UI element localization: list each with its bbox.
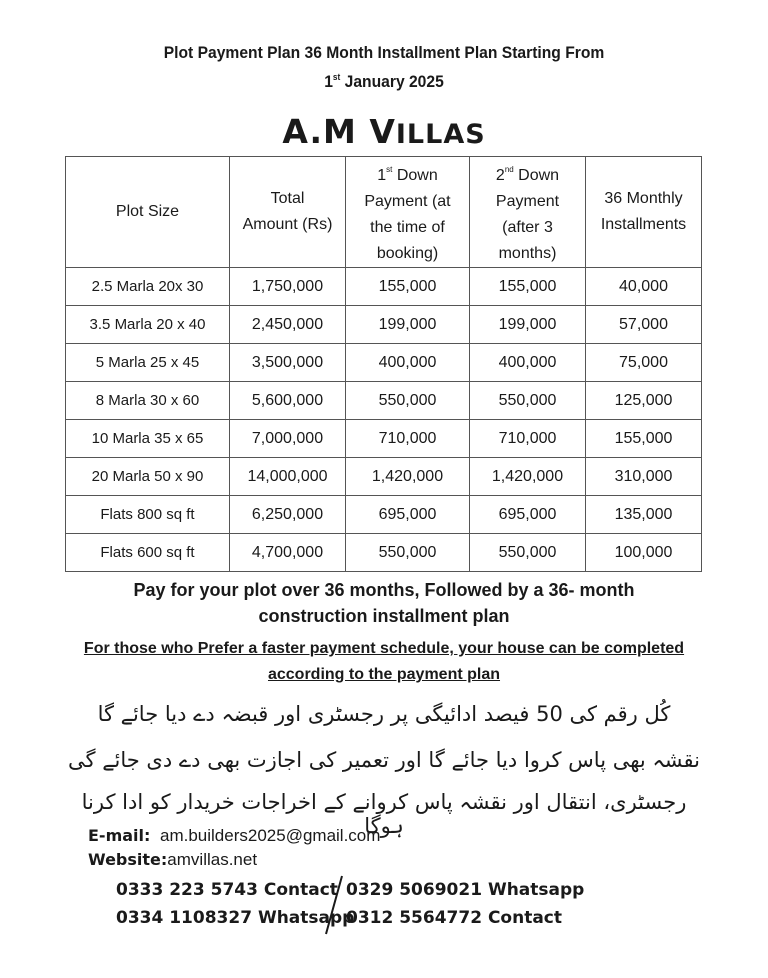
brand-name-rest: ILLAS bbox=[395, 119, 486, 150]
header-plot-size: Plot Size bbox=[66, 157, 230, 268]
brand-title bbox=[0, 112, 768, 151]
cell-monthly: 75,000 bbox=[586, 344, 702, 382]
cell-down1: 550,000 bbox=[346, 534, 470, 572]
table-row bbox=[66, 344, 702, 382]
table-row bbox=[66, 534, 702, 572]
cell-plot-size: 20 Marla 50 x 90 bbox=[66, 458, 230, 496]
cell-plot-size: 10 Marla 35 x 65 bbox=[66, 420, 230, 458]
cell-plot-size: Flats 600 sq ft bbox=[66, 534, 230, 572]
website-label: Website: bbox=[88, 850, 168, 869]
cell-down2: 550,000 bbox=[470, 382, 586, 420]
table-row bbox=[66, 268, 702, 306]
heading-line-2 bbox=[31, 65, 738, 94]
date-day: 1 bbox=[324, 72, 333, 91]
cell-down1: 550,000 bbox=[346, 382, 470, 420]
table-row bbox=[66, 306, 702, 344]
header-total-amount: Total Amount (Rs) bbox=[230, 157, 346, 268]
cell-total: 4,700,000 bbox=[230, 534, 346, 572]
faster-schedule-text bbox=[0, 636, 768, 688]
brand-name-initial: V bbox=[369, 112, 396, 151]
phone-number[interactable]: 0333 223 5743 Contact bbox=[116, 880, 338, 900]
fast-line-1: For those who Prefer a faster payment schedule, your house can be completed bbox=[83, 640, 685, 657]
table-row bbox=[66, 496, 702, 534]
cell-down1: 199,000 bbox=[346, 306, 470, 344]
urdu-line-3: رجسٹری، انتقال اور نقشہ پاس کروانے کے اخراجات خریدار کو ادا کرنا ہوگا bbox=[81, 790, 687, 838]
cell-total: 2,450,000 bbox=[230, 306, 346, 344]
cell-total: 14,000,000 bbox=[230, 458, 346, 496]
cell-down1: 710,000 bbox=[346, 420, 470, 458]
pay-line-2: construction installment plan bbox=[258, 606, 510, 626]
cell-down2: 1,420,000 bbox=[470, 458, 586, 496]
table-header-row bbox=[66, 157, 702, 268]
phone-divider-slash bbox=[322, 874, 348, 936]
phone-number[interactable]: 0329 5069021 Whatsapp bbox=[346, 880, 585, 900]
cell-plot-size: Flats 800 sq ft bbox=[66, 496, 230, 534]
website-link[interactable]: amvillas.net bbox=[167, 850, 258, 869]
header-first-down-payment: 1st Down Payment (at the time of booking) bbox=[346, 157, 470, 268]
contact-details bbox=[88, 826, 380, 874]
table-row bbox=[66, 458, 702, 496]
phone-list-left bbox=[116, 876, 354, 932]
cell-down1: 695,000 bbox=[346, 496, 470, 534]
phone-number[interactable]: 0334 1108327 Whatsapp bbox=[116, 908, 355, 928]
page-heading bbox=[31, 40, 738, 94]
cell-plot-size: 5 Marla 25 x 45 bbox=[66, 344, 230, 382]
header-second-down-payment: 2nd Down Payment (after 3 months) bbox=[470, 157, 586, 268]
cell-monthly: 100,000 bbox=[586, 534, 702, 572]
date-rest: January 2025 bbox=[344, 72, 444, 91]
cell-down1: 1,420,000 bbox=[346, 458, 470, 496]
header-monthly-installments: 36 Monthly Installments bbox=[586, 157, 702, 268]
urdu-line-1: کُل رقم کی 50 فیصد ادائیگی پر رجسٹری اور قبضہ دے دیا جائے گا bbox=[97, 702, 671, 726]
cell-plot-size: 3.5 Marla 20 x 40 bbox=[66, 306, 230, 344]
table-row bbox=[66, 420, 702, 458]
payment-plan-table bbox=[65, 156, 702, 572]
cell-down2: 550,000 bbox=[470, 534, 586, 572]
cell-total: 5,600,000 bbox=[230, 382, 346, 420]
cell-total: 3,500,000 bbox=[230, 344, 346, 382]
email-link[interactable]: am.builders2025@gmail.com bbox=[160, 826, 381, 845]
cell-down2: 155,000 bbox=[470, 268, 586, 306]
date-suffix: st bbox=[332, 72, 341, 82]
brand-prefix: A.M bbox=[282, 112, 357, 151]
pay-line-1: Pay for your plot over 36 months, Followed by a 36- month bbox=[133, 580, 635, 600]
cell-down1: 155,000 bbox=[346, 268, 470, 306]
cell-down2: 400,000 bbox=[470, 344, 586, 382]
cell-monthly: 135,000 bbox=[586, 496, 702, 534]
cell-down2: 710,000 bbox=[470, 420, 586, 458]
urdu-line-2: نقشہ بھی پاس کروا دیا جائے گا اور تعمیر کی اجازت بھی دے دی جائے گی bbox=[68, 748, 700, 772]
cell-total: 1,750,000 bbox=[230, 268, 346, 306]
email-label: E-mail: bbox=[88, 826, 151, 845]
phone-number[interactable]: 0312 5564772 Contact bbox=[346, 908, 563, 928]
cell-plot-size: 2.5 Marla 20x 30 bbox=[66, 268, 230, 306]
cell-total: 6,250,000 bbox=[230, 496, 346, 534]
cell-monthly: 57,000 bbox=[586, 306, 702, 344]
cell-monthly: 155,000 bbox=[586, 420, 702, 458]
heading-line-1: Plot Payment Plan 36 Month Installment Plan Starting From bbox=[163, 43, 605, 62]
cell-plot-size: 8 Marla 30 x 60 bbox=[66, 382, 230, 420]
cell-monthly: 125,000 bbox=[586, 382, 702, 420]
website-row bbox=[88, 850, 380, 874]
fast-line-2: according to the payment plan bbox=[267, 666, 501, 683]
phone-list-right bbox=[346, 876, 584, 932]
cell-monthly: 310,000 bbox=[586, 458, 702, 496]
table-row bbox=[66, 382, 702, 420]
pay-over-36-months-text bbox=[0, 577, 768, 629]
email-row bbox=[88, 826, 380, 850]
cell-down1: 400,000 bbox=[346, 344, 470, 382]
cell-down2: 695,000 bbox=[470, 496, 586, 534]
cell-total: 7,000,000 bbox=[230, 420, 346, 458]
cell-monthly: 40,000 bbox=[586, 268, 702, 306]
cell-down2: 199,000 bbox=[470, 306, 586, 344]
